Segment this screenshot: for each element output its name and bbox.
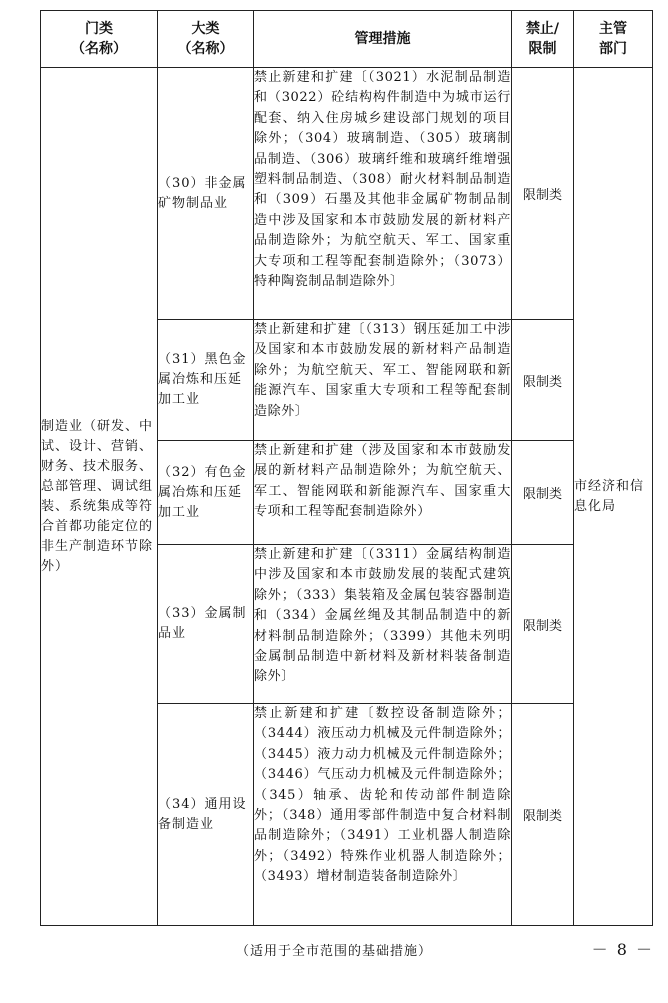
restriction-cell: 限制类 — [512, 441, 574, 545]
footer-note: （适用于全市范围的基础措施） — [235, 944, 432, 959]
header-restriction: 禁止/ 限制 — [512, 11, 574, 68]
table-header-row — [41, 11, 653, 68]
restriction-cell: 限制类 — [512, 320, 574, 441]
management-measures-table — [40, 10, 653, 926]
header-department: 主管 部门 — [574, 11, 653, 68]
industry-cell: （31）黑色金属冶炼和压延加工业 — [158, 320, 254, 441]
header-category: 门类 （名称） — [41, 11, 158, 68]
table-row — [41, 68, 653, 320]
industry-cell: （30）非金属矿物制品业 — [158, 68, 254, 320]
industry-cell: （34）通用设备制造业 — [158, 704, 254, 926]
measure-cell: 禁止新建和扩建〔（3311）金属结构制造中涉及国家和本市鼓励发展的装配式建筑除外；（333）集装箱及金属包装容器制造和（334）金属丝绳及其制品制造中的新材料制品制造除外；（3399）其他未列明金属制品制造中新材料及新材料装备制造除外〕 — [254, 545, 512, 704]
restriction-cell: 限制类 — [512, 68, 574, 320]
restriction-cell: 限制类 — [512, 704, 574, 926]
category-cell: 制造业（研发、中试、设计、营销、财务、技术服务、总部管理、调试组装、系统集成等符合首都功能定位的非生产制造环节除外） — [41, 68, 158, 926]
department-cell: 市经济和信息化局 — [574, 68, 653, 926]
industry-cell: （33）金属制品业 — [158, 545, 254, 704]
measure-cell: 禁止新建和扩建〔数控设备制造除外；（3444）液压动力机械及元件制造除外；（3445）液力动力机械及元件制造除外；（3446）气压动力机械及元件制造除外；（345）轴承、齿轮和传动部件制造除外；（348）通用零部件制造中复合材料制品制造除外；（3491）工业机器人制造除外；（3492）特殊作业机器人制造除外；（3493）增材制造装备制造除外〕 — [254, 704, 512, 926]
page-number: － 8 － — [591, 940, 654, 959]
measure-cell: 禁止新建和扩建〔（313）钢压延加工中涉及国家和本市鼓励发展的新材料产品制造除外；为航空航天、军工、智能网联和新能源汽车、国家重大专项和工程等配套制造除外〕 — [254, 320, 512, 441]
header-industry: 大类 （名称） — [158, 11, 254, 68]
measure-cell: 禁止新建和扩建〔（3021）水泥制品制造和（3022）砼结构构件制造中为城市运行配套、纳入住房城乡建设部门规划的项目除外；（304）玻璃制造、（305）玻璃制品制造、（306）玻璃纤维和玻璃纤维增强塑料制品制造、（308）耐火材料制品制造和（309）石墨及其他非金属矿物制品制造中涉及国家和本市鼓励发展的新材料产品制造除外；为航空航天、军工、国家重大专项和工程等配套制造除外；（3073）特种陶瓷制品制造除外〕 — [254, 68, 512, 320]
industry-cell: （32）有色金属冶炼和压延加工业 — [158, 441, 254, 545]
measure-cell: 禁止新建和扩建（涉及国家和本市鼓励发展的新材料产品制造除外；为航空航天、军工、智能网联和新能源汽车、国家重大专项和工程等配套制造除外） — [254, 441, 512, 545]
restriction-cell: 限制类 — [512, 545, 574, 704]
header-measures: 管理措施 — [254, 11, 512, 68]
